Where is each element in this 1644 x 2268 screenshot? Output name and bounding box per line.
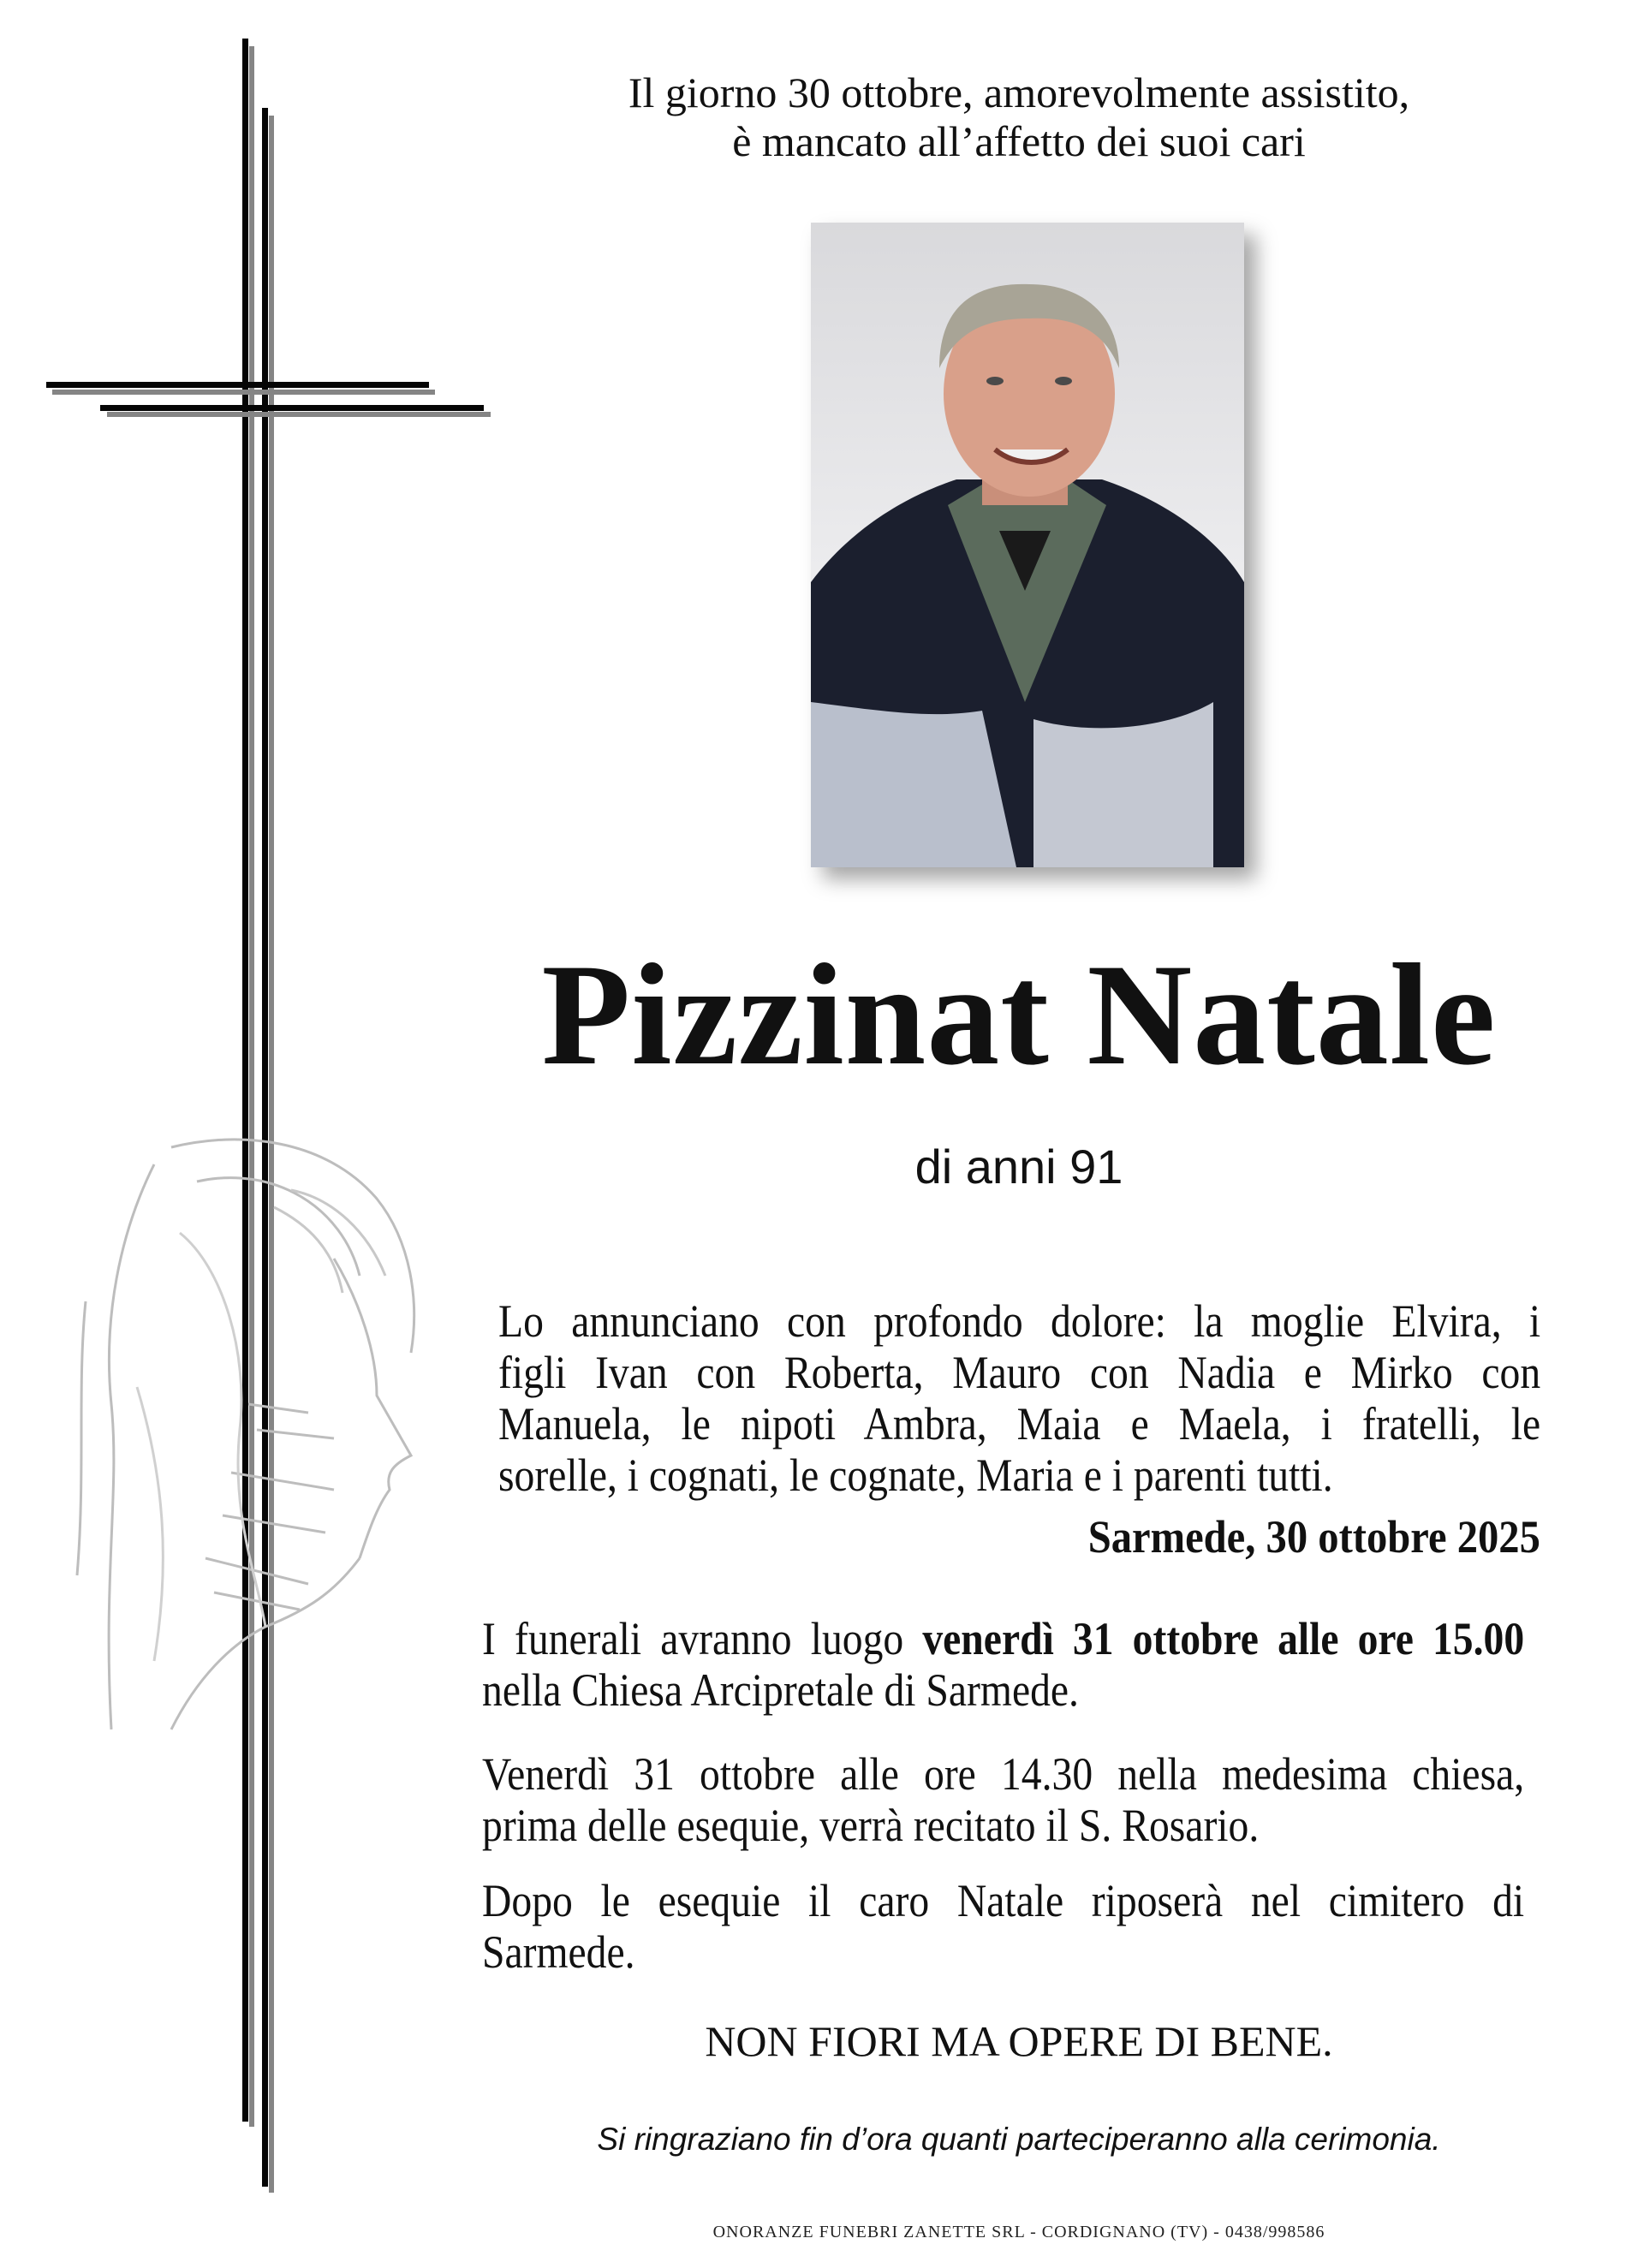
christ-sketch-icon <box>51 1130 445 1747</box>
funeral-text: I funerali avranno luogo <box>482 1613 923 1664</box>
announcement-paragraph <box>498 1295 1540 1501</box>
funeral-datetime: venerdì 31 ottobre alle ore 15.00 <box>922 1613 1525 1664</box>
funeral-line-1 <box>482 1613 1524 1664</box>
rosary-line-2: prima delle esequie, verrà recitato il S. Rosario. <box>482 1800 1260 1851</box>
burial-line-1: Dopo le esequie il caro Natale riposerà nel cimitero di <box>482 1875 1525 1926</box>
funeral-paragraph <box>482 1613 1524 1716</box>
announcement-line: sorelle, i cognati, le cognate, Maria e i parenti tutti. <box>498 1449 1333 1501</box>
burial-line-2: Sarmede. <box>482 1926 635 1978</box>
burial-paragraph <box>482 1875 1524 1978</box>
deceased-age: di anni 91 <box>914 1140 1123 1194</box>
deceased-name: Pizzinat Natale <box>541 934 1497 1095</box>
no-flowers-request: NON FIORI MA OPERE DI BENE. <box>705 2017 1333 2065</box>
rosary-paragraph <box>482 1748 1524 1851</box>
place-date-text: Sarmede, 30 ottobre 2025 <box>1087 1511 1540 1563</box>
header-text <box>480 68 1558 166</box>
announcement-line: figli Ivan con Roberta, Mauro con Nadia e Mirko con <box>498 1347 1541 1398</box>
rosary-line-1: Venerdì 31 ottobre alle ore 14.30 nella medesima chiesa, <box>482 1748 1525 1800</box>
announcement-line: Manuela, le nipoti Ambra, Maia e Maela, i fratelli, le <box>498 1398 1541 1449</box>
place-date <box>498 1511 1540 1563</box>
funeral-line-2: nella Chiesa Arcipretale di Sarmede. <box>482 1664 1079 1716</box>
header-line-2: è mancato all’affetto dei suoi cari <box>732 117 1306 165</box>
header-line-1: Il giorno 30 ottobre, amorevolmente assistito, <box>628 68 1410 116</box>
thanks-note: Si ringraziano fin d’ora quanti parteciperanno alla cerimonia. <box>597 2122 1441 2157</box>
funeral-home-footer: ONORANZE FUNEBRI ZANETTE SRL - CORDIGNANO (TV) - 0438/998586 <box>712 2223 1325 2241</box>
announcement-line: Lo annunciano con profondo dolore: la moglie Elvira, i <box>498 1295 1541 1347</box>
deceased-photo <box>811 223 1244 867</box>
